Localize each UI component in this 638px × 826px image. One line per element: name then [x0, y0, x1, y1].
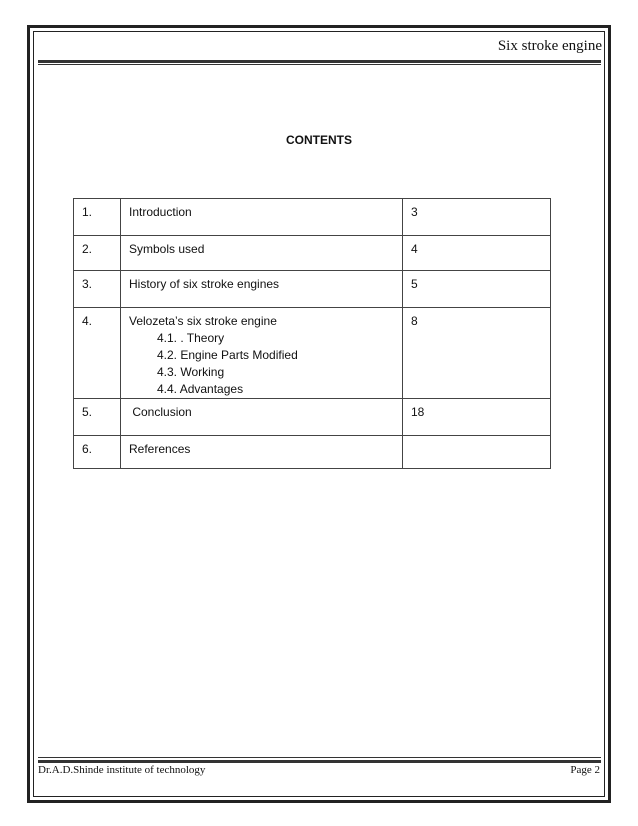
row-title: References — [121, 436, 403, 469]
row-title: Symbols used — [121, 236, 403, 271]
table-row — [74, 199, 551, 236]
row-page: 4 — [403, 236, 551, 271]
row-number: 1. — [74, 199, 121, 236]
row-page: 18 — [403, 399, 551, 436]
header-rule-thin — [38, 64, 601, 65]
row-title: History of six stroke engines — [121, 271, 403, 308]
row-page: 5 — [403, 271, 551, 308]
row-number: 5. — [74, 399, 121, 436]
row-title-cell — [121, 308, 403, 399]
table-row — [74, 236, 551, 271]
header-title: Six stroke engine — [497, 38, 602, 54]
row-number: 4. — [74, 308, 121, 399]
sub-item: 4.1. . Theory — [157, 331, 225, 345]
contents-heading: CONTENTS — [286, 133, 352, 147]
footer-institute: Dr.A.D.Shinde institute of technology — [38, 764, 206, 776]
table-row — [74, 399, 551, 436]
row-page: 8 — [403, 308, 551, 399]
row-number: 3. — [74, 271, 121, 308]
footer-rule — [38, 760, 601, 763]
row-page — [403, 436, 551, 469]
row-title: Conclusion — [121, 399, 403, 436]
sub-item: 4.2. Engine Parts Modified — [157, 348, 298, 362]
header-rule — [38, 60, 601, 63]
contents-table — [73, 198, 551, 469]
sub-item: 4.4. Advantages — [157, 382, 244, 396]
row-title: Introduction — [121, 199, 403, 236]
footer-page-number: Page 2 — [570, 764, 600, 776]
table-row — [74, 308, 551, 399]
table-row — [74, 271, 551, 308]
row-number: 2. — [74, 236, 121, 271]
sub-item: 4.3. Working — [157, 365, 225, 379]
row-page: 3 — [403, 199, 551, 236]
row-title: Velozeta’s six stroke engine — [129, 314, 277, 328]
footer-rule-thin — [38, 757, 601, 758]
row-number: 6. — [74, 436, 121, 469]
table-row — [74, 436, 551, 469]
